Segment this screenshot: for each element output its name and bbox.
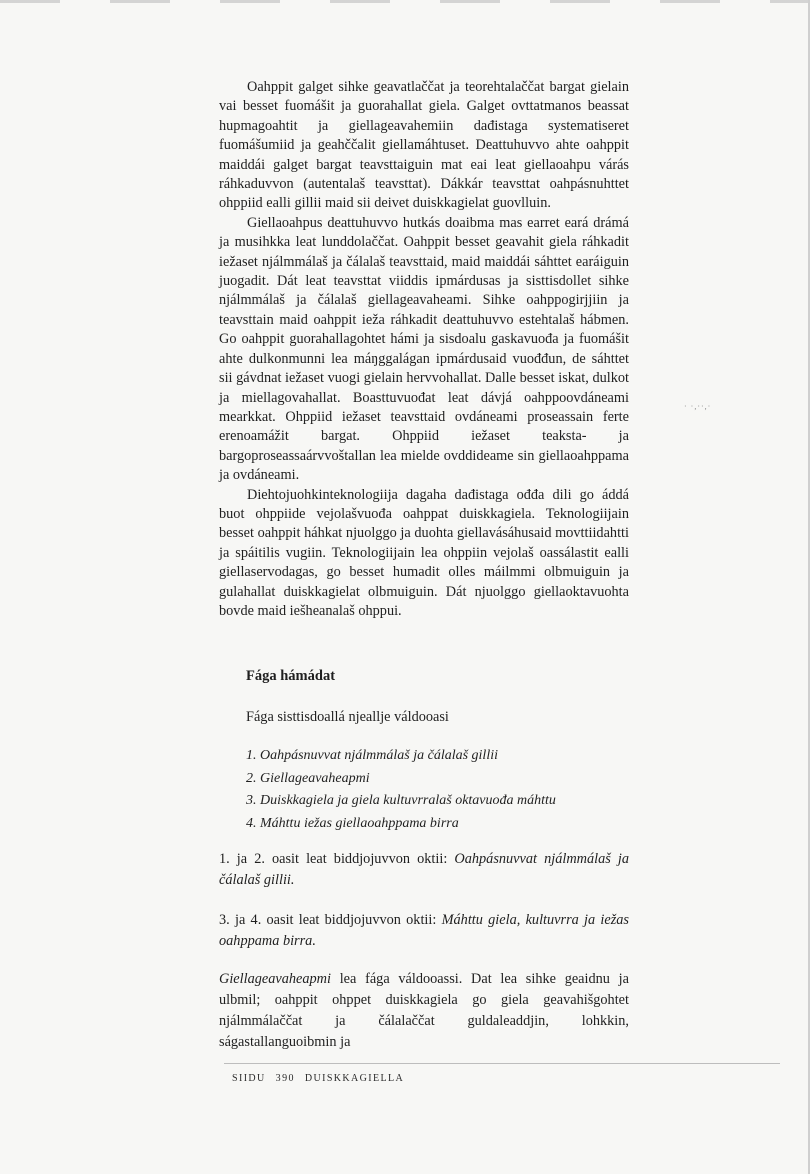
footer-rule <box>224 1063 780 1064</box>
note-a-title: Oahpásnuvvat njálmmálaš ja čálalaš gillii. <box>219 851 630 888</box>
note-parts-1-2 <box>219 849 629 891</box>
note-main-part <box>219 969 629 1053</box>
note-b-prefix: 3. ja 4. oasit leat biddjojuvvon oktii: <box>219 912 442 928</box>
margin-mark: · ·,··,· <box>684 402 712 411</box>
topic-list <box>246 745 556 835</box>
topic-item-1: 1. Oahpásnuvvat njálmmálaš ja čálalaš gillii <box>246 748 498 763</box>
note-parts-3-4 <box>219 910 629 952</box>
note-c-term: Giellageavaheapmi <box>219 971 331 987</box>
topic-item-2: 2. Giellageavaheapmi <box>246 770 370 786</box>
page-number: 390 <box>275 1073 295 1084</box>
note-c-text: lea fága váldooassi. Dat lea sihke geaidnu ja ulbmil; oahppit ohppet duiskkagiela go giela geavahišgohtet njálmmálaččat ja čálalaččat guldaleaddjin, lohkkin, ságastallanguoibmin ja <box>219 971 629 1050</box>
topic-item-3: 3. Duiskkagiela ja giela kultuvrralaš oktavuođa máhttu <box>246 793 556 808</box>
page-footer <box>232 1073 414 1084</box>
note-a-prefix: 1. ja 2. oasit leat biddjojuvvon oktii: <box>219 851 455 867</box>
section-heading: Fága hámádat <box>246 668 336 684</box>
footer-subject: DUISKKAGIELLA <box>304 1073 405 1084</box>
paragraph-3: Diehtojuohkinteknologiija dagaha dađistaga ođđa dili go áddá buot ohppiide vejolašvuođa oahppat duiskkagiela. Teknologiijain besset oahppit háhkat njuolggo ja duohta giellavásáhusaid movttiidahtti ja spáitilis vugiin. Teknologiijain lea ohppiin vejolaš oassálastit ealli giellaservodagas, go besset humadit olles máilmmi olbmuiguin ja gulahallat duiskkagielat olbmuiguin. Dát njuolggo giellaoktavuohta bovde maid iešheanalaš ohppui. <box>219 486 629 619</box>
topic-item-4: 4. Máhttu iežas giellaoahppama birra <box>246 815 459 831</box>
section-intro: Fága sisttisdoallá njeallje váldooasi <box>246 709 449 725</box>
footer-label: SIIDU <box>232 1073 266 1084</box>
note-b-title: Máhttu giela, kultuvrra ja iežas oahppama birra. <box>219 912 629 949</box>
scan-top-edge <box>0 0 810 3</box>
paragraph-2: Giellaoahpus deattuhuvvo hutkás doaibma mas earret eará drámá ja musihkka leat lunddolaččat. Oahppit besset geavahit giela ráhkadit iežaset njálmmálaš ja čálalaš teavsttaid, maid maiddái sáhttet earáiguin juogadit. Dát leat teavsttat viiddis ipmárdusas ja sisttisdollet sihke njálmmálaš ja čálalaš giellageavaheami. Sihke oahppogirjjiin ja teavsttain maid oahppit ieža ráhkadit deattuhuvvo estehtalaš hábmen. Go oahppit guorahallagohtet hámi ja sisdoalu gaskavuođa ja fuomášit ahte dulkonmunni lea máŋggalágan ipmárdusaid vuođđun, de sáhttet sii gávdnat iežaset vuogi gielain hervvohallat. Dalle besset iskat, dulkot ja miellagovahallat. Boasttuvuođat leat dávjá oahppoovdáneami mearkkat. Ohppiid iežaset teavsttaid ovdáneami proseassain ferte erenoamážit bargat. Ohppiid iežaset teaksta- ja bargoproseassaárvvoštallan lea mielde ovddideame sin giellaoahppama ja ovdáneami. <box>219 214 629 484</box>
body-text <box>219 78 629 621</box>
paragraph-1: Oahppit galget sihke geavatlaččat ja teorehtalaččat bargat gielain vai besset fuomášit ja guorahallat giela. Galget ovttatmanos beassat hupmagoahtit ja giellageavahemiin dađistaga systematiseret fuomášumiid ja geahččalit giellamáhtuset. Deattuhuvvo ahte oahppit maiddái galget bargat teavsttaiguin mat eai leat giellaoahpu várás ráhkaduvvon (autentalaš teavsttat). Dákkár teavsttat oahpásnuhttet ohppiid ealli gillii maid sii deivet duiskkagielat guovlluin. <box>219 79 629 212</box>
